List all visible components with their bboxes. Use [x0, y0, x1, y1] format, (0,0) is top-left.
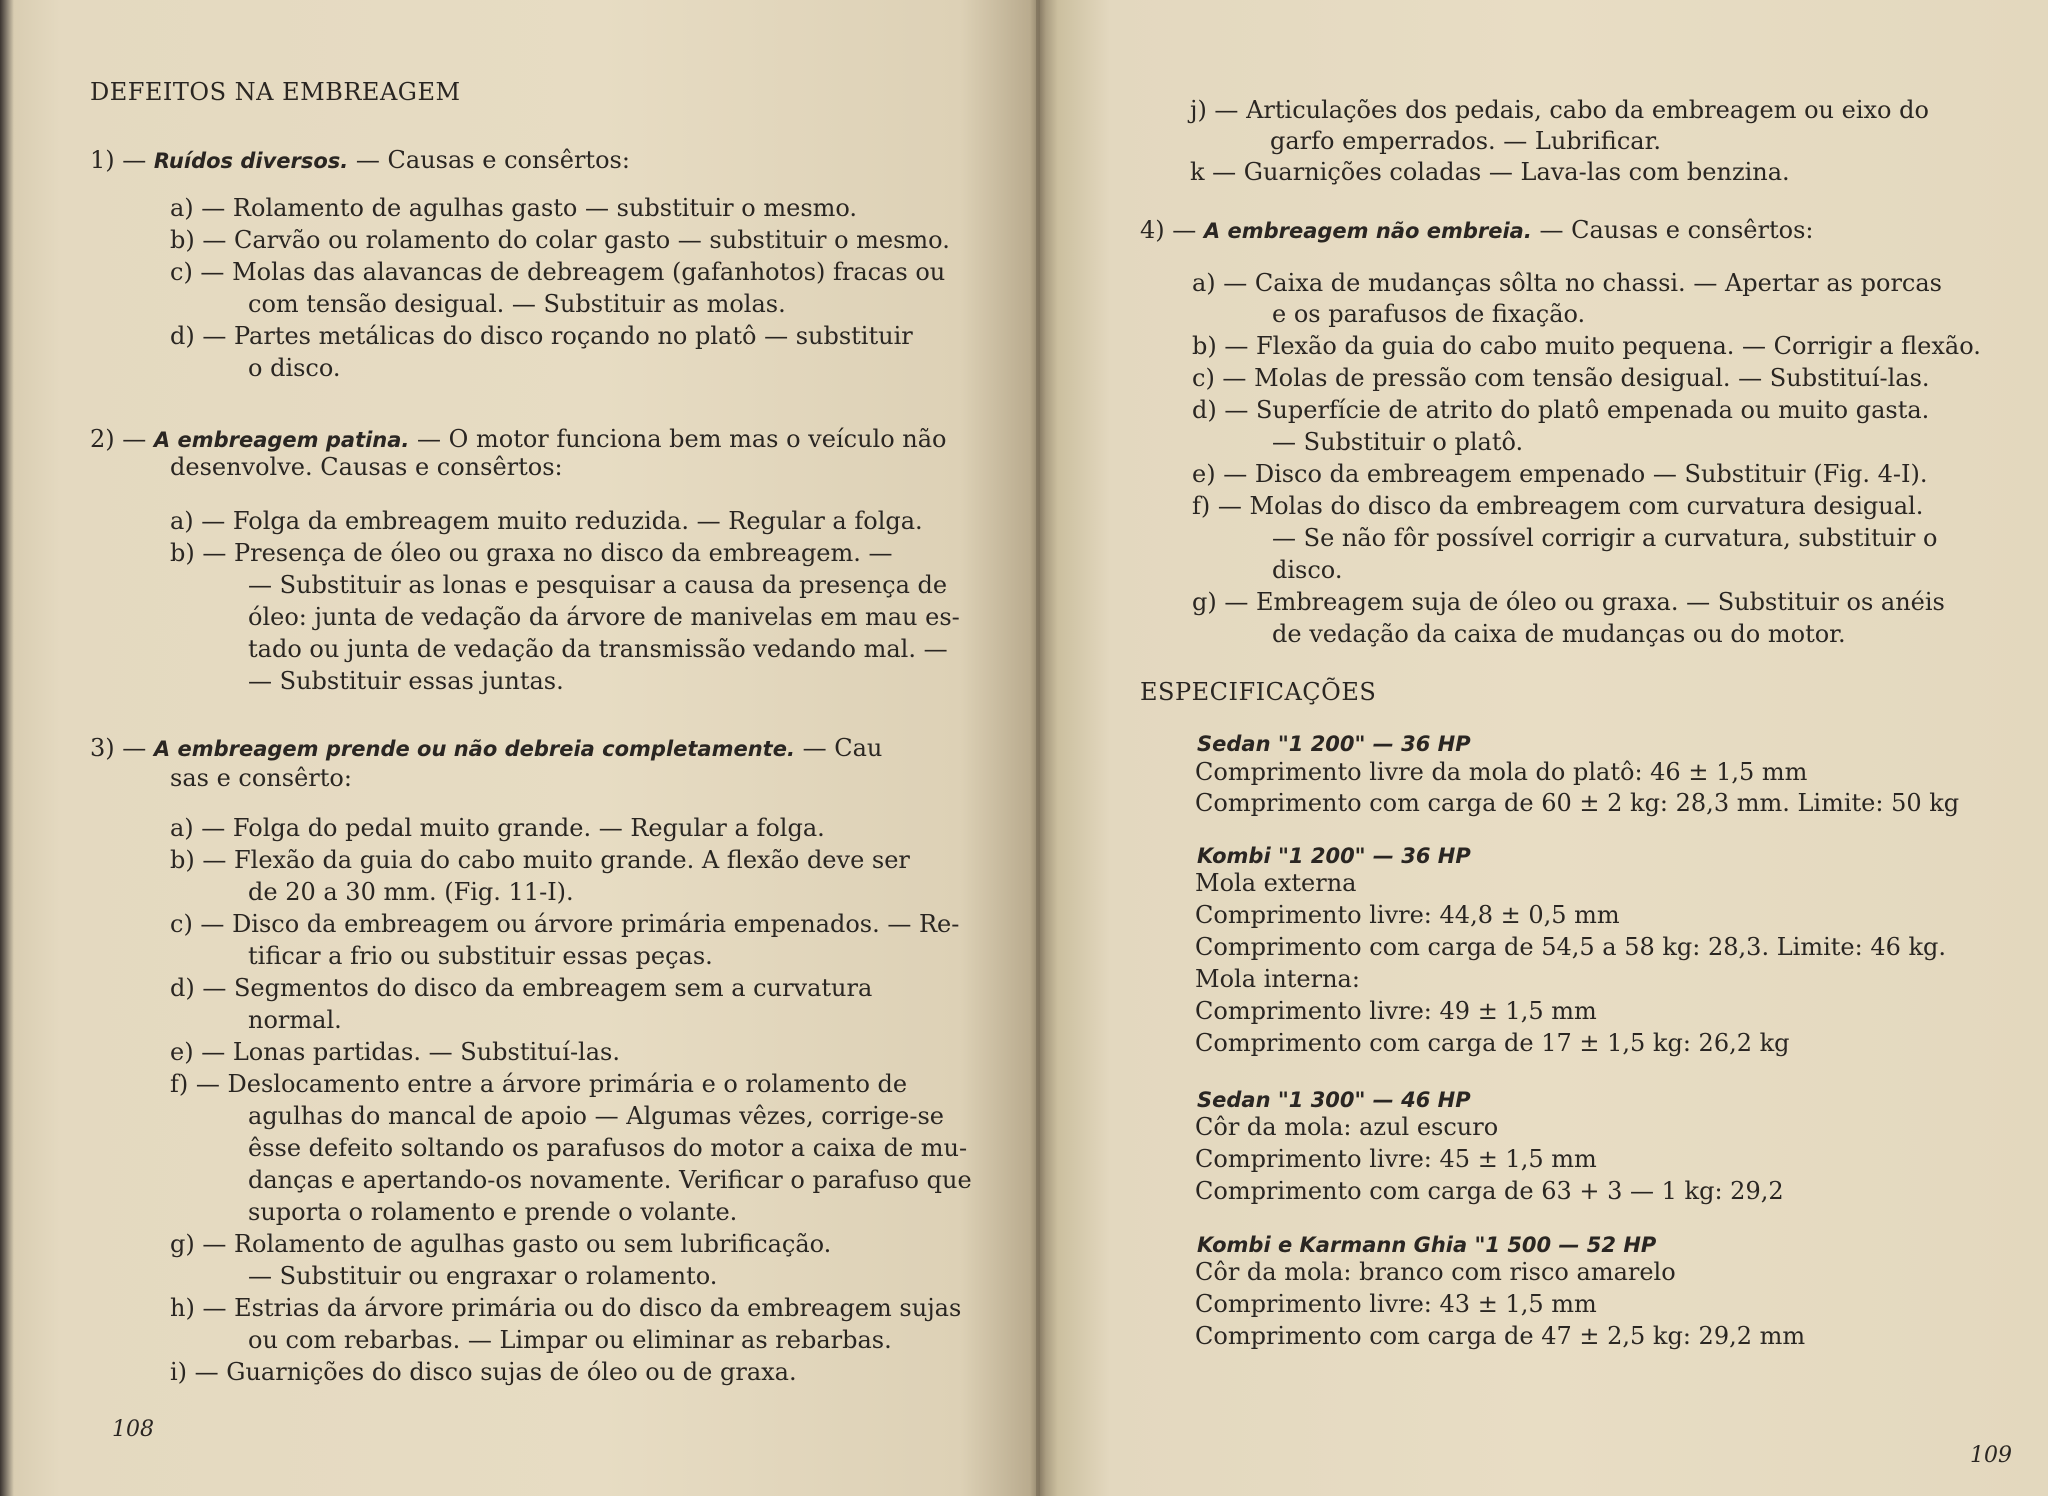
text-line: normal. — [248, 1006, 342, 1034]
item-heading-4 — [1140, 215, 1813, 246]
text-line: tificar a frio ou substituir essas peças. — [248, 942, 713, 970]
item-number: 3) — — [90, 734, 147, 762]
item-tail: — Causas e consêrtos: — [1539, 216, 1814, 244]
spec-line: Comprimento com carga de 47 ± 2,5 kg: 29,2 mm — [1195, 1322, 1806, 1350]
text-line: f) — Deslocamento entre a árvore primária e o rolamento de — [170, 1070, 908, 1098]
spec-line: Mola interna: — [1195, 965, 1360, 993]
text-line: — Substituir essas juntas. — [248, 667, 564, 695]
spec-line: Côr da mola: branco com risco amarelo — [1195, 1258, 1676, 1286]
spec-title: Sedan "1 200" — 36 HP — [1197, 732, 1471, 756]
text-line: f) — Molas do disco da embreagem com curvatura desigual. — [1192, 492, 1924, 520]
text-line: b) — Flexão da guia do cabo muito grande. A flexão deve ser — [170, 846, 910, 874]
text-line: — Substituir ou engraxar o rolamento. — [248, 1262, 718, 1290]
text-line: — Substituir as lonas e pesquisar a causa da presença de — [248, 571, 948, 599]
text-line: a) — Rolamento de agulhas gasto — substituir o mesmo. — [170, 194, 858, 222]
text-line: g) — Embreagem suja de óleo ou graxa. — Substituir os anéis — [1192, 588, 1945, 616]
book-gutter — [1036, 0, 1046, 1496]
spec-title: Sedan "1 300" — 46 HP — [1197, 1088, 1471, 1112]
spec-title: Kombi e Karmann Ghia "1 500 — 52 HP — [1197, 1233, 1657, 1257]
text-line: b) — Presença de óleo ou graxa no disco da embreagem. — — [170, 539, 893, 567]
text-line: b) — Carvão ou rolamento do colar gasto — substituir o mesmo. — [170, 226, 950, 254]
item-number: 4) — — [1140, 216, 1197, 244]
text-line: g) — Rolamento de agulhas gasto ou sem lubrificação. — [170, 1230, 832, 1258]
page-number: 108 — [112, 1417, 154, 1442]
text-line: a) — Folga da embreagem muito reduzida. — Regular a folga. — [170, 507, 923, 535]
text-line: suporta o rolamento e prende o volante. — [248, 1198, 738, 1226]
text-line: e) — Lonas partidas. — Substituí-las. — [170, 1038, 620, 1066]
text-line: k — Guarnições coladas — Lava-las com benzina. — [1190, 158, 1790, 186]
item-title: A embreagem não embreia. — [1203, 219, 1532, 243]
text-line: tado ou junta de vedação da transmissão vedando mal. — — [248, 635, 948, 663]
text-line: ou com rebarbas. — Limpar ou eliminar as rebarbas. — [248, 1326, 892, 1354]
spec-line: Comprimento livre: 43 ± 1,5 mm — [1195, 1290, 1597, 1318]
spec-line: Comprimento com carga de 60 ± 2 kg: 28,3 mm. Limite: 50 kg — [1195, 789, 1960, 817]
text-line: d) — Superfície de atrito do platô empenada ou muito gasta. — [1192, 396, 1930, 424]
spec-line: Comprimento livre: 49 ± 1,5 mm — [1195, 997, 1597, 1025]
page-number: 109 — [1970, 1443, 2012, 1468]
text-line: — Se não fôr possível corrigir a curvatura, substituir o — [1272, 524, 1938, 552]
text-line: o disco. — [248, 354, 341, 382]
item-title: A embreagem prende ou não debreia completamente. — [153, 737, 795, 761]
text-line: c) — Molas das alavancas de debreagem (gafanhotos) fracas ou — [170, 258, 946, 286]
text-line: agulhas do mancal de apoio — Algumas vêzes, corrige-se — [248, 1102, 944, 1130]
item-tail: — Cau — [802, 734, 883, 762]
text-line: d) — Segmentos do disco da embreagem sem a curvatura — [170, 974, 873, 1002]
spec-line: Comprimento livre: 45 ± 1,5 mm — [1195, 1145, 1597, 1173]
spec-line: Mola externa — [1195, 869, 1357, 897]
text-line: j) — Articulações dos pedais, cabo da embreagem ou eixo do — [1190, 96, 1929, 124]
text-line: óleo: junta de vedação da árvore de manivelas em mau es- — [248, 603, 960, 631]
text-line: sas e consêrto: — [170, 764, 352, 792]
text-line: desenvolve. Causas e consêrtos: — [170, 453, 563, 481]
spec-line: Côr da mola: azul escuro — [1195, 1113, 1499, 1141]
text-line: garfo emperrados. — Lubrificar. — [1270, 127, 1662, 155]
text-line: e) — Disco da embreagem empenado — Substituir (Fig. 4-I). — [1192, 460, 1928, 488]
text-line: d) — Partes metálicas do disco roçando no platô — substituir — [170, 322, 913, 350]
text-line: h) — Estrias da árvore primária ou do disco da embreagem sujas — [170, 1294, 962, 1322]
text-line: e os parafusos de fixação. — [1272, 300, 1586, 328]
spec-line: Comprimento livre: 44,8 ± 0,5 mm — [1195, 901, 1620, 929]
text-line: c) — Disco da embreagem ou árvore primária empenados. — Re- — [170, 910, 960, 938]
text-line: de 20 a 30 mm. (Fig. 11-I). — [248, 878, 574, 906]
text-line: i) — Guarnições do disco sujas de óleo ou de graxa. — [170, 1358, 797, 1386]
spec-line: Comprimento com carga de 63 + 3 — 1 kg: 29,2 — [1195, 1177, 1784, 1205]
right-page — [1040, 0, 2048, 1496]
spec-title: Kombi "1 200" — 36 HP — [1197, 844, 1471, 868]
text-line: êsse defeito soltando os parafusos do motor a caixa de mu- — [248, 1134, 968, 1162]
item-heading-3 — [90, 733, 882, 764]
text-line: de vedação da caixa de mudanças ou do motor. — [1272, 620, 1846, 648]
text-line: c) — Molas de pressão com tensão desigual. — Substituí-las. — [1192, 364, 1930, 392]
text-line: a) — Caixa de mudanças sôlta no chassi. — Apertar as porcas — [1192, 269, 1942, 297]
section-heading: DEFEITOS NA EMBREAGEM — [90, 78, 461, 106]
item-number: 1) — — [90, 146, 147, 174]
text-line: danças e apertando-os novamente. Verificar o parafuso que — [248, 1166, 972, 1194]
text-line: a) — Folga do pedal muito grande. — Regular a folga. — [170, 814, 825, 842]
text-line: — Substituir o platô. — [1272, 428, 1524, 456]
item-title: Ruídos diversos. — [153, 149, 349, 173]
item-tail: — O motor funciona bem mas o veículo não — [417, 425, 947, 453]
text-line: b) — Flexão da guia do cabo muito pequena. — Corrigir a flexão. — [1192, 332, 1981, 360]
spec-heading: ESPECIFICAÇÕES — [1140, 678, 1377, 706]
text-line: disco. — [1272, 556, 1343, 584]
spec-line: Comprimento livre da mola do platô: 46 ± 1,5 mm — [1195, 758, 1808, 786]
spec-line: Comprimento com carga de 17 ± 1,5 kg: 26,2 kg — [1195, 1029, 1790, 1057]
item-tail: — Causas e consêrtos: — [355, 146, 630, 174]
item-title: A embreagem patina. — [153, 428, 410, 452]
item-heading-2 — [90, 424, 947, 455]
item-number: 2) — — [90, 425, 147, 453]
text-line: com tensão desigual. — Substituir as molas. — [248, 290, 786, 318]
spec-line: Comprimento com carga de 54,5 a 58 kg: 28,3. Limite: 46 kg. — [1195, 933, 1947, 961]
item-heading-1 — [90, 145, 630, 176]
